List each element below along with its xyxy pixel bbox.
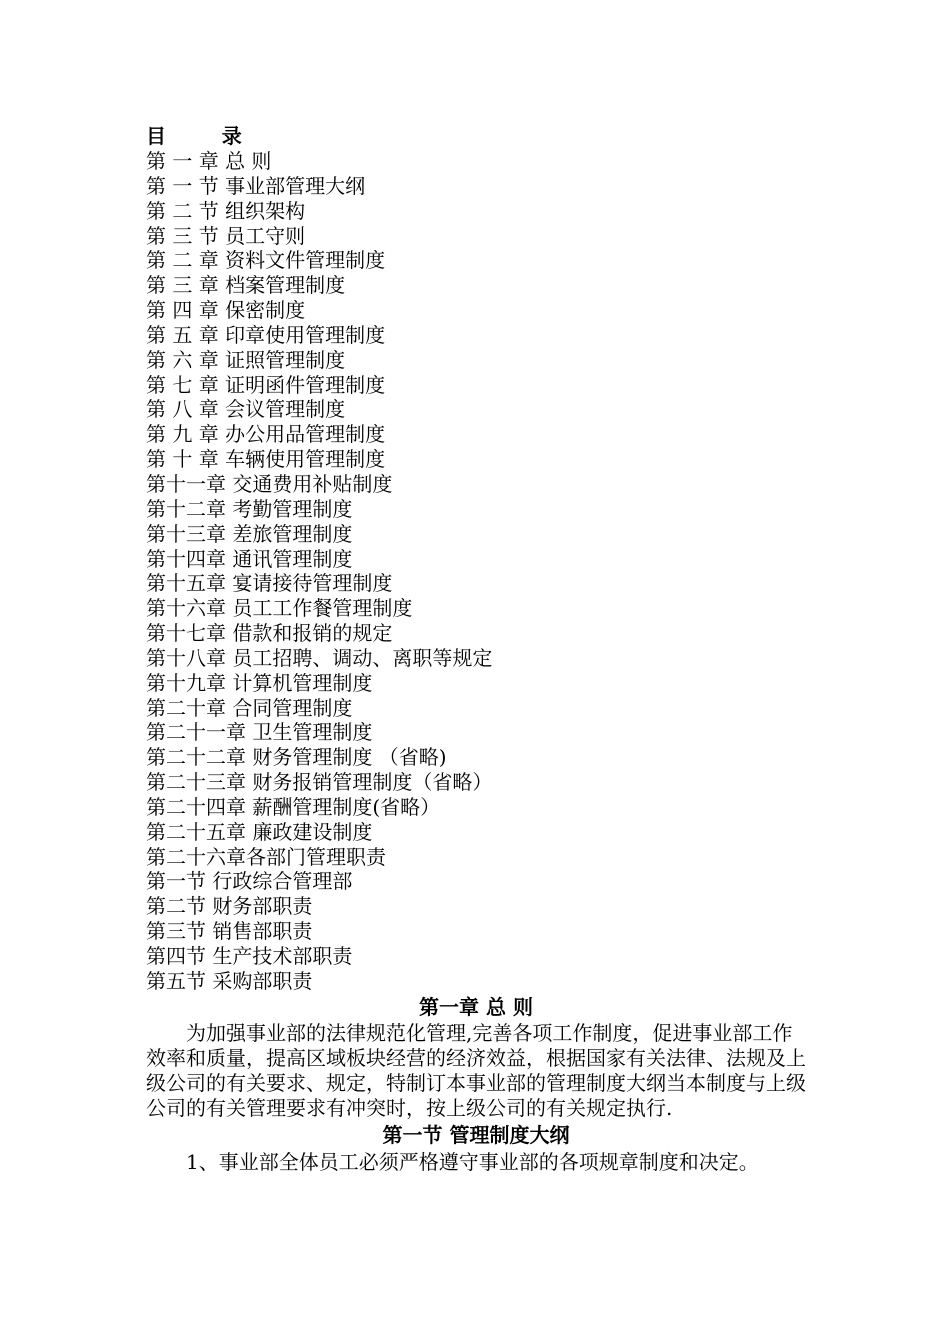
toc-item: 第十三章 差旅管理制度 (146, 521, 353, 546)
chapter-heading: 第一章 总 则 (419, 995, 533, 1019)
toc-item: 第 九 章 办公用品管理制度 (146, 422, 386, 447)
section-heading: 第一节 管理制度大纲 (382, 1123, 570, 1147)
toc-item: 第三节 销售部职责 (146, 919, 313, 944)
toc-item: 第十八章 员工招聘、调动、离职等规定 (146, 645, 493, 670)
toc-list (146, 149, 806, 994)
toc-item: 第十七章 借款和报销的规定 (146, 621, 393, 646)
toc-item: 第二十章 合同管理制度 (146, 695, 353, 720)
toc-item: 第十五章 宴请接待管理制度 (146, 571, 393, 596)
toc-item: 第十一章 交通费用补贴制度 (146, 471, 393, 496)
toc-item: 第 三 节 员工守则 (146, 223, 306, 248)
toc-item: 第十四章 通讯管理制度 (146, 546, 353, 571)
toc-item: 第 七 章 证明函件管理制度 (146, 372, 386, 397)
toc-item: 第一节 行政综合管理部 (146, 869, 353, 894)
toc-item: 第二十六章各部门管理职责 (146, 844, 386, 869)
toc-item: 第 五 章 印章使用管理制度 (146, 322, 386, 347)
chapter-paragraph: 为加强事业部的法律规范化管理,完善各项工作制度，促进事业部工作效率和质量，提高区域板块经营的经济效益，根据国家有关法律、法规及上级公司的有关要求、规定，特制订本事业部的管理制度大纲当本制度与上级公司的有关管理要求有冲突时，按上级公司的有关规定执行. (146, 1021, 806, 1120)
toc-item: 第二十四章 薪酬管理制度(省略） (146, 794, 441, 819)
toc-item: 第 六 章 证照管理制度 (146, 347, 346, 372)
toc-item: 第 一 章 总 则 (146, 149, 272, 173)
toc-item: 第 八 章 会议管理制度 (146, 397, 346, 422)
toc-item: 第 一 节 事业部管理大纲 (146, 173, 366, 198)
document-body (146, 993, 806, 1175)
section-item: 1、事业部全体员工必须严格遵守事业部的各项规章制度和决定。 (186, 1150, 759, 1174)
toc-item: 第二十三章 财务报销管理制度（省略） (146, 770, 493, 795)
toc-item: 第四节 生产技术部职责 (146, 944, 353, 968)
toc-item: 第 二 章 资料文件管理制度 (146, 248, 386, 273)
toc-item: 第二十五章 廉政建设制度 (146, 819, 373, 844)
toc-item: 第二十二章 财务管理制度 （省略) (146, 745, 447, 770)
toc-item: 第 二 节 组织架构 (146, 198, 306, 223)
toc-item: 第五节 采购部职责 (146, 968, 313, 993)
toc-item: 第十九章 计算机管理制度 (146, 670, 373, 695)
toc-item: 第 十 章 车辆使用管理制度 (146, 447, 386, 472)
toc-title: 目 录 (146, 124, 242, 148)
table-of-contents (146, 124, 806, 994)
toc-item: 第 四 章 保密制度 (146, 298, 306, 323)
toc-item: 第二十一章 卫生管理制度 (146, 720, 373, 745)
toc-item: 第十二章 考勤管理制度 (146, 496, 353, 521)
toc-item: 第 三 章 档案管理制度 (146, 273, 346, 298)
toc-item: 第十六章 员工工作餐管理制度 (146, 596, 413, 621)
toc-item: 第二节 财务部职责 (146, 894, 313, 919)
